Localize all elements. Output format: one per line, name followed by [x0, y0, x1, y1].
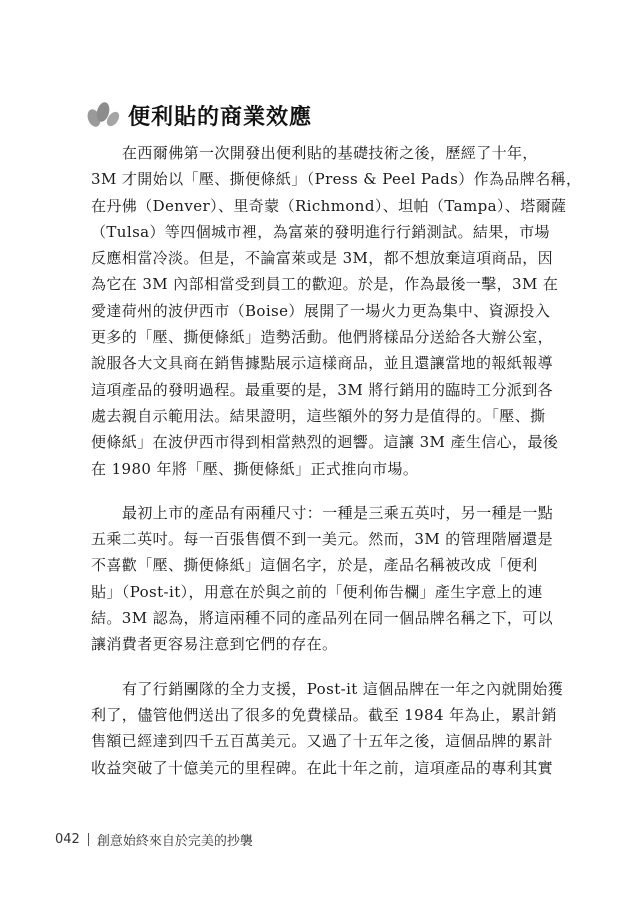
- page-number: 042: [55, 832, 80, 847]
- text-line: 在 1980 年將「壓、撕便條紙」正式推向市場。: [91, 459, 419, 478]
- text-line: 愛達荷州的波伊西市（Boise）展開了一場火力更為集中、資源投入: [91, 301, 551, 320]
- text-line: 貼」（Post-it），用意在於與之前的「便利佈告欄」產生字意上的連: [91, 582, 543, 601]
- page-footer: [55, 830, 253, 849]
- text-line: 反應相當冷淡。但是，不論富萊或是 3M，都不想放棄這項商品，因: [91, 249, 554, 268]
- footer-divider: [88, 833, 89, 846]
- text-line: （Tulsa）等四個城市裡，為富萊的發明進行行銷測試。結果，市場: [91, 222, 550, 241]
- paragraph: [91, 140, 582, 482]
- section-title: 便利貼的商業效應: [128, 105, 313, 130]
- text-line: 在丹佛（Denver）、里奇蒙（Richmond）、坦帕（Tampa）、塔爾薩: [91, 196, 567, 215]
- text-line: 最初上市的產品有兩種尺寸：一種是三乘五英吋，另一種是一點: [122, 503, 554, 522]
- paragraph: [91, 676, 564, 781]
- text-line: 在西爾佛第一次開發出便利貼的基礎技術之後，歷經了十年，: [122, 144, 538, 162]
- text-line: 利了，儘管他們送出了很多的免費樣品。截至 1984 年為止，累計銷: [91, 705, 557, 724]
- body-text: [91, 140, 582, 799]
- leaf-drops-icon: [86, 101, 122, 131]
- text-line: 這項產品的發明過程。最重要的是，3M 將行銷用的臨時工分派到各: [91, 380, 554, 399]
- book-title: 創意始終來自於完美的抄襲: [96, 834, 253, 849]
- paragraph: [91, 500, 553, 658]
- text-line: 讓消費者更容易注意到它們的存在。: [91, 635, 338, 654]
- text-line: 結。3M 認為，將這兩種不同的產品列在同一個品牌名稱之下，可以: [91, 609, 554, 628]
- text-line: 3M 才開始以「壓、撕便條紙」（Press & Peel Pads）作為品牌名稱，: [91, 170, 582, 189]
- section-heading: [86, 100, 312, 131]
- text-line: 收益突破了十億美元的里程碑。在此十年之前，這項產品的專利其實: [91, 758, 554, 777]
- text-line: 不喜歡「壓、撕便條紙」這個名字，於是，產品名稱被改成「便利: [91, 556, 538, 575]
- text-line: 五乘二英吋。每一百張售價不到一美元。然而，3M 的管理階層還是: [91, 530, 554, 549]
- text-line: 售額已經達到四千五百萬美元。又過了十五年之後，這個品牌的累計: [91, 732, 554, 751]
- text-line: 說服各大文具商在銷售據點展示這樣商品，並且還讓當地的報紙報導: [91, 354, 554, 373]
- text-line: 有了行銷團隊的全力支援，Post-it 這個品牌在一年之內就開始獲: [122, 679, 564, 698]
- text-line: 為它在 3M 內部相當受到員工的歡迎。於是，作為最後一擊，3M 在: [91, 275, 559, 294]
- text-line: 更多的「壓、撕便條紙」造勢活動。他們將樣品分送給各大辦公室，: [91, 328, 554, 347]
- text-line: 處去親自示範用法。結果證明，這些額外的努力是值得的。「壓、撕: [91, 406, 546, 425]
- text-line: 便條紙」在波伊西市得到相當熱烈的迴響。這讓 3M 產生信心，最後: [91, 433, 559, 452]
